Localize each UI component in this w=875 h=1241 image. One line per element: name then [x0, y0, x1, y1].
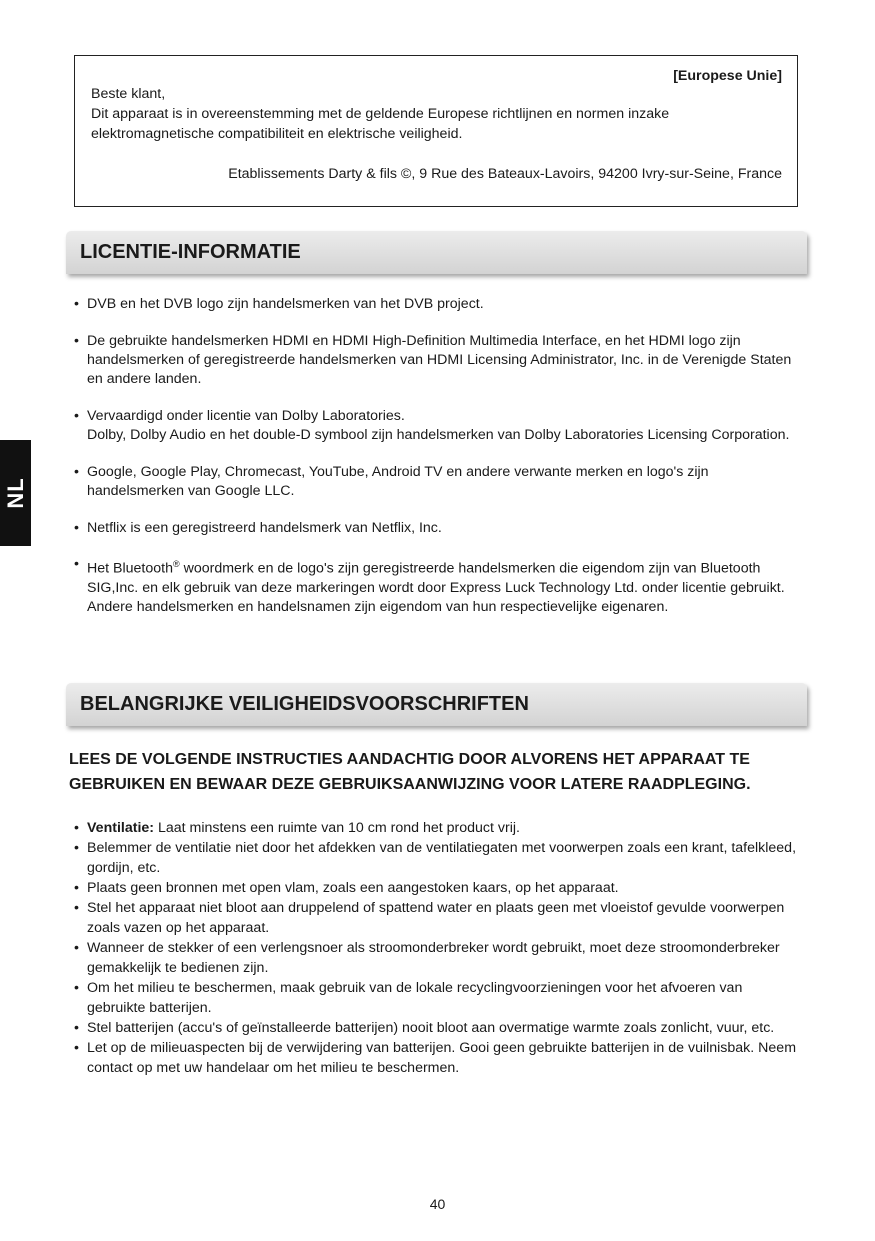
bullet: • [74, 1020, 79, 1036]
list-item [72, 295, 802, 314]
list-item [72, 407, 802, 445]
bullet: • [74, 464, 79, 480]
list-item-text: DVB en het DVB logo zijn handelsmerken van het DVB project. [87, 296, 484, 312]
safety-warning: LEES DE VOLGENDE INSTRUCTIES AANDACHTIG DOOR ALVORENS HET APPARAAT TE GEBRUIKEN EN BEWAAR DEZE GEBRUIKSAANWIJZING VOOR LATERE RAADPLEGING. [69, 751, 751, 793]
list-item-text: woordmerk en de logo's zijn geregistreerde handelsmerken die eigendom zijn van Bluetooth SIG,Inc. en elk gebruik van deze markeringen wordt door Express Luck Technology Ltd. onder licentie gebruikt. Andere handelsmerken en handelsnamen zijn eigendom van hun respectievelijke eigenaren. [87, 560, 785, 615]
language-tab-label: NL [2, 477, 28, 509]
list-item [72, 818, 802, 838]
list-item [72, 555, 802, 617]
bullet: • [74, 408, 79, 424]
bullet: • [74, 296, 79, 312]
safety-section-title: BELANGRIJKE VEILIGHEIDSVOORSCHRIFTEN [80, 693, 529, 715]
ventilation-label: Ventilatie: [87, 820, 155, 836]
bullet: • [74, 900, 79, 916]
list-item [72, 898, 802, 938]
list-item-text: Laat minstens een ruimte van 10 cm rond het product vrij. [154, 820, 520, 836]
list-item [72, 519, 802, 538]
bullet: • [74, 820, 79, 836]
list-item-text: Stel batterijen (accu's of geïnstalleerde batterijen) nooit bloot aan overmatige warmte zoals zonlicht, vuur, etc. [87, 1020, 775, 1036]
list-item [72, 463, 802, 501]
list-item-text: Plaats geen bronnen met open vlam, zoals een aangestoken kaars, op het apparaat. [87, 880, 619, 896]
list-item-text: Wanneer de stekker of een verlengsnoer als stroomonderbreker wordt gebruikt, moet deze stroomonderbreker gemakkelijk te bedienen zijn. [87, 940, 780, 976]
bullet: • [74, 980, 79, 996]
list-item [72, 878, 802, 898]
list-item [72, 1018, 802, 1038]
list-item-text: Netflix is een geregistreerd handelsmerk van Netflix, Inc. [87, 520, 442, 536]
eu-declaration-box [74, 55, 798, 207]
list-item [72, 332, 802, 389]
safety-list [72, 818, 802, 1078]
list-item-text: Let op de milieuaspecten bij de verwijdering van batterijen. Gooi geen gebruikte batterijen in de vuilnisbak. Neem contact op met uw handelaar om het milieu te beschermen. [87, 1040, 797, 1076]
list-item-text: Belemmer de ventilatie niet door het afdekken van de ventilatiegaten met voorwerpen zoals een krant, tafelkleed, gordijn, etc. [87, 840, 797, 876]
list-item-text: Het Bluetooth [87, 560, 173, 577]
language-tab [0, 440, 31, 546]
list-item-text: Vervaardigd onder licentie van Dolby Laboratories. [87, 408, 405, 424]
list-item-text: Google, Google Play, Chromecast, YouTube, Android TV en andere verwante merken en logo's zijn handelsmerken van Google LLC. [87, 464, 709, 499]
bullet: • [74, 556, 79, 572]
bullet: • [74, 1040, 79, 1056]
eu-address: Etablissements Darty & fils ©, 9 Rue des Bateaux-Lavoirs, 94200 Ivry-sur-Seine, France [228, 166, 782, 182]
bullet: • [74, 940, 79, 956]
license-section-header [66, 231, 807, 274]
eu-text: Dit apparaat is in overeenstemming met de geldende Europese richtlijnen en normen inzake elektromagnetische compatibiliteit en elektrische veiligheid. [91, 106, 670, 142]
bullet: • [74, 840, 79, 856]
bullet: • [74, 880, 79, 896]
eu-tag: [Europese Unie] [673, 68, 782, 84]
list-item [72, 1038, 802, 1078]
page-number: 40 [429, 1196, 446, 1212]
license-list [72, 295, 802, 635]
bullet: • [74, 333, 79, 349]
list-item [72, 838, 802, 878]
list-item-text: Om het milieu te beschermen, maak gebruik van de lokale recyclingvoorzieningen voor het afvoeren van gebruikte batterijen. [87, 980, 743, 1016]
safety-section-header [66, 683, 807, 726]
license-section-title: LICENTIE-INFORMATIE [80, 241, 301, 263]
registered-mark: ® [172, 559, 180, 569]
eu-greeting: Beste klant, [91, 86, 166, 102]
bullet: • [74, 520, 79, 536]
list-item-text: De gebruikte handelsmerken HDMI en HDMI High-Definition Multimedia Interface, en het HDMI logo zijn handelsmerken of geregistreerde handelsmerken van HDMI Licensing Administrator, Inc. in de Verenigde Staten en andere landen. [87, 333, 792, 387]
list-item-text: Stel het apparaat niet bloot aan druppelend of spattend water en plaats geen met vloeistof gevulde voorwerpen zoals vazen op het apparaat. [87, 900, 785, 936]
list-item [72, 938, 802, 978]
list-item [72, 978, 802, 1018]
list-item-text: Dolby, Dolby Audio en het double-D symbool zijn handelsmerken van Dolby Laboratories Licensing Corporation. [87, 427, 790, 443]
